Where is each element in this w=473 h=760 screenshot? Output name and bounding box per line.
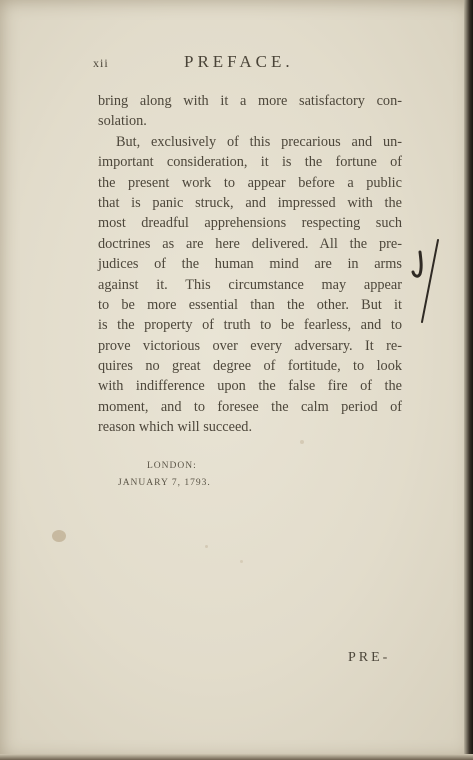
binding-edge	[464, 0, 473, 760]
text-line: the present work to appear before a public	[98, 174, 402, 191]
running-head: PREFACE.	[184, 52, 294, 71]
body-text	[98, 91, 402, 438]
foxing-spot	[300, 440, 304, 444]
text-line: is the property of truth to be fearless, and to	[98, 317, 402, 334]
text-line: doctrines as are here delivered. All the pre-	[98, 235, 402, 252]
catchword: PRE-	[348, 650, 391, 665]
text-line: But, exclusively of this precarious and un-	[116, 133, 402, 150]
page-bottom-edge	[0, 754, 473, 760]
text-line: important consideration, it is the fortune of	[98, 154, 402, 171]
text-line: moment, and to foresee the calm period of	[98, 398, 402, 415]
text-line: to be more essential than the other. But it	[98, 296, 402, 313]
handwritten-pencil-mark-icon	[408, 238, 444, 326]
text-line: reason which will succeed.	[98, 419, 253, 436]
foxing-spot	[52, 530, 66, 542]
text-line: judices of the human mind are in arms	[98, 256, 402, 273]
text-line: that is panic struck, and impressed with the	[98, 194, 402, 211]
text-line: with indifference upon the false fire of the	[98, 378, 402, 395]
dateline-place: LONDON:	[147, 461, 197, 471]
page-header	[93, 52, 403, 76]
text-line: most dreadful apprehensions respecting such	[98, 215, 402, 232]
page-number: xii	[93, 56, 109, 70]
dateline-date: JANUARY 7, 1793.	[118, 478, 211, 488]
foxing-spot	[205, 545, 208, 548]
text-line: solation.	[98, 113, 147, 130]
text-line: prove victorious over every adversary. It re-	[98, 337, 402, 354]
text-line: quires no great degree of fortitude, to look	[98, 358, 402, 375]
text-line: bring along with it a more satisfactory con-	[98, 93, 402, 109]
text-line: against it. This circumstance may appear	[98, 276, 402, 293]
foxing-spot	[240, 560, 243, 563]
